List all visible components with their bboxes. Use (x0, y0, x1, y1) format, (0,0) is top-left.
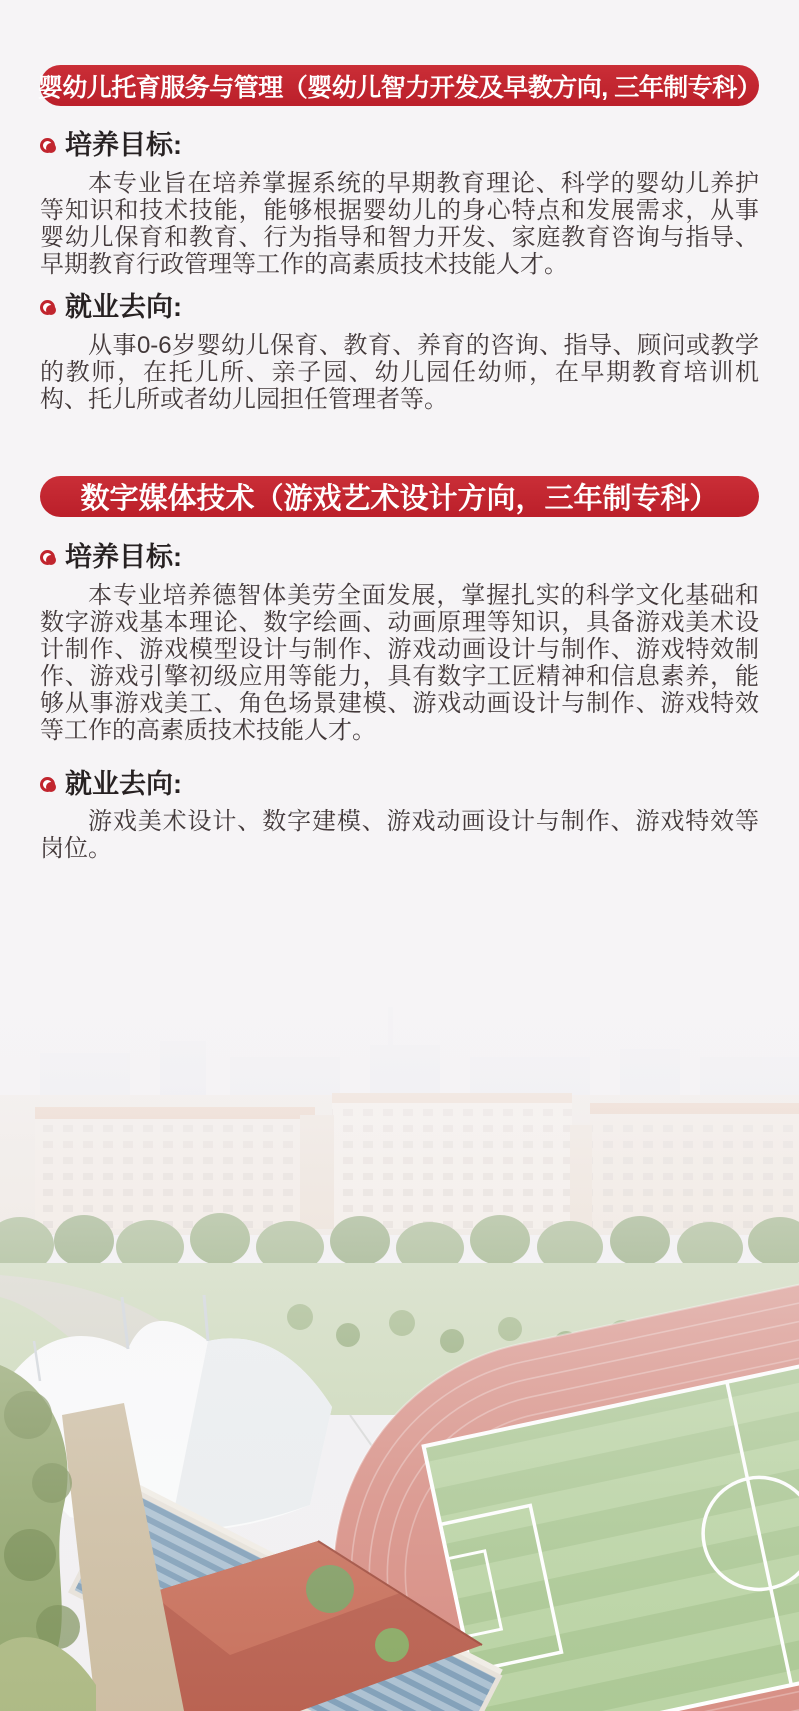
program-banner-digital-media: 数字媒体技术（游戏艺术设计方向，三年制专科） (40, 476, 759, 517)
target-bullet-icon (40, 550, 55, 565)
program-section-infant-toddler-care (37, 65, 762, 413)
heading-label: 就业去向: (65, 292, 182, 322)
target-bullet-icon (40, 138, 55, 153)
program-section-digital-media (40, 476, 759, 862)
campus-aerial-photo (0, 945, 799, 1711)
paragraph-training-objectives-1: 本专业旨在培养掌握系统的早期教育理论、科学的婴幼儿养护等知识和技术技能，能够根据婴幼儿的身心特点和发展需求，从事婴幼儿保育和教育、行为指导和智力开发、家庭教育咨询与指导、早期教育行政管理等工作的高素质技术技能人才。 (40, 170, 759, 278)
target-bullet-icon (40, 300, 55, 315)
heading-employment-direction-2 (40, 771, 759, 797)
heading-training-objectives-2 (40, 544, 759, 570)
heading-label: 就业去向: (65, 769, 182, 799)
brochure-content (0, 65, 799, 862)
target-bullet-icon (40, 777, 55, 792)
paragraph-training-objectives-2: 本专业培养德智体美劳全面发展，掌握扎实的科学文化基础和数字游戏基本理论、数字绘画、动画原理等知识，具备游戏美术设计制作、游戏模型设计与制作、游戏动画设计与制作、游戏特效制作、游戏引擎初级应用等能力，具有数字工匠精神和信息素养，能够从事游戏美工、角色场景建模、游戏动画设计与制作、游戏特效等工作的高素质技术技能人才。 (40, 582, 759, 744)
heading-label: 培养目标: (65, 542, 182, 572)
paragraph-employment-direction-2: 游戏美术设计、数字建模、游戏动画设计与制作、游戏特效等岗位。 (40, 808, 759, 862)
program-banner-infant-toddler-care: 婴幼儿托育服务与管理（婴幼儿智力开发及早教方向, 三年制专科） (40, 65, 759, 106)
heading-label: 培养目标: (65, 130, 182, 160)
paragraph-employment-direction-1: 从事0-6岁婴幼儿保育、教育、养育的咨询、指导、顾问或教学的教师，在托儿所、亲子园、幼儿园任幼师，在早期教育培训机构、托儿所或者幼儿园担任管理者等。 (40, 332, 759, 413)
heading-employment-direction-1 (40, 294, 759, 320)
photo-fade-overlay (0, 945, 799, 1711)
heading-training-objectives-1 (40, 132, 759, 158)
